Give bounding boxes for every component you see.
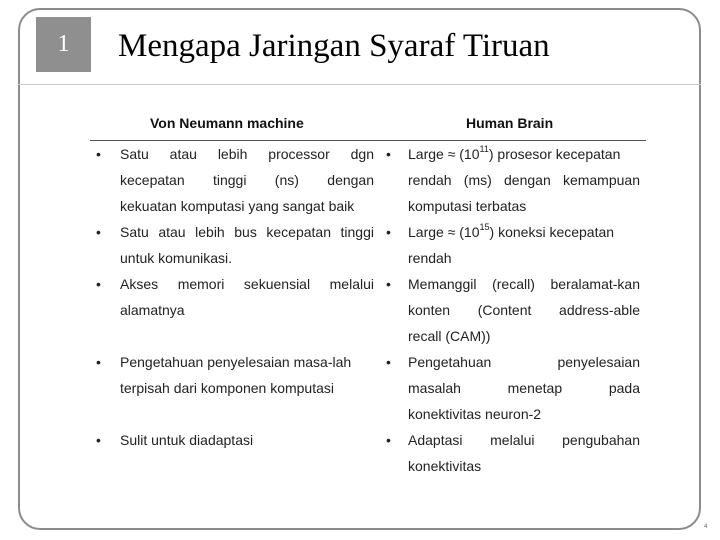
text-line: Pengetahuan penyelesaian masa-lah [120, 354, 352, 370]
bullet: • [96, 354, 101, 370]
text-fragment: Large ≈ (10 [408, 224, 480, 240]
header-human-brain: Human Brain [466, 115, 554, 131]
table-row [90, 271, 646, 349]
text-line: konten (Content address-able [408, 302, 640, 318]
right-cell [408, 219, 640, 271]
bullet: • [386, 276, 391, 292]
text-fragment: ) prosesor kecepatan [488, 146, 621, 162]
text-line: Pengetahuan penyelesaian [408, 354, 640, 370]
left-cell [120, 141, 374, 219]
left-cell [120, 427, 374, 453]
text-line: rendah [408, 250, 452, 266]
table-row [90, 427, 646, 479]
text-line: recall (CAM)) [408, 328, 491, 344]
right-cell [408, 349, 640, 427]
header-von-neumann: Von Neumann machine [150, 115, 304, 131]
left-cell [120, 219, 374, 271]
left-cell [120, 349, 374, 401]
text-line: Memanggil (recall) beralamat-kan [408, 276, 640, 292]
bullet: • [96, 146, 101, 162]
text-line [408, 219, 640, 245]
left-cell [120, 271, 374, 323]
text-line: terpisah dari komponen komputasi [120, 380, 335, 396]
text-fragment: Large ≈ (10 [408, 146, 480, 162]
text-line: konektivitas [408, 458, 482, 474]
slide-title: Mengapa Jaringan Syaraf Tiruan [118, 28, 550, 64]
bullet: • [386, 224, 391, 240]
text-line: konektivitas neuron-2 [408, 406, 542, 422]
exponent: 15 [479, 222, 490, 232]
comparison-table [90, 112, 646, 479]
text-line: kecepatan tinggi (ns) dengan [120, 172, 374, 188]
slide-number-badge: 1 [36, 17, 91, 72]
text-line: Adaptasi melalui pengubahan [408, 432, 640, 448]
text-line: Satu atau lebih bus kecepatan tinggi [120, 224, 374, 240]
right-cell [408, 271, 640, 349]
exponent: 11 [479, 144, 489, 154]
table-row [90, 141, 646, 219]
text-line: Sulit untuk diadaptasi [120, 432, 254, 448]
bullet: • [96, 224, 101, 240]
page-mark: 4 [704, 524, 708, 530]
text-line: rendah (ms) dengan kemampuan [408, 172, 640, 188]
right-cell [408, 141, 640, 219]
text-line [408, 141, 640, 167]
title-divider [18, 84, 701, 85]
text-fragment: ) koneksi kecepatan [489, 224, 615, 240]
bullet: • [96, 432, 101, 448]
text-line: untuk komunikasi. [120, 250, 233, 266]
table-header [90, 112, 646, 141]
text-line: Akses memori sekuensial melalui [120, 276, 374, 292]
bullet: • [96, 276, 101, 292]
text-line: kekuatan komputasi yang sangat baik [120, 198, 355, 214]
table-row [90, 349, 646, 427]
text-line: Satu atau lebih processor dgn [120, 146, 374, 162]
text-line: masalah menetap pada [408, 380, 640, 396]
text-line: komputasi terbatas [408, 198, 527, 214]
text-line: alamatnya [120, 302, 185, 318]
right-cell [408, 427, 640, 479]
bullet: • [386, 354, 391, 370]
table-row [90, 219, 646, 271]
bullet: • [386, 432, 391, 448]
bullet: • [386, 146, 391, 162]
